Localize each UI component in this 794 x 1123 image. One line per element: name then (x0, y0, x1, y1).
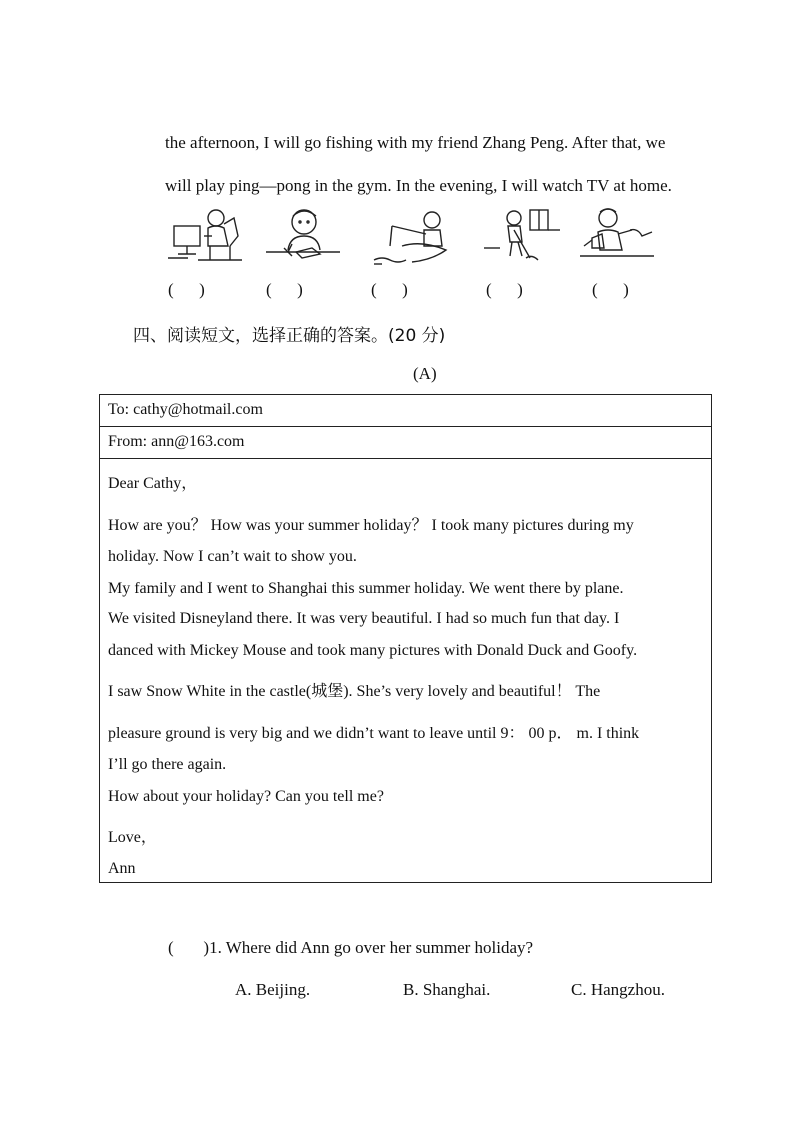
answer-blank-3[interactable]: ( ) (371, 280, 408, 299)
email-signoff: Love， (108, 829, 157, 846)
question-1: ( )1. Where did Ann go over her summer holiday? (168, 938, 534, 957)
email-body-line: How about your holiday? Can you tell me? (108, 788, 384, 805)
answer-blank-1[interactable]: ( ) (168, 280, 205, 299)
email-body-line: danced with Mickey Mouse and took many pictures with Donald Duck and Goofy. (108, 642, 638, 659)
email-to-row (100, 395, 711, 427)
option-b[interactable]: B. Shanghai. (403, 980, 491, 999)
computer-picture-icon (168, 206, 248, 268)
option-c[interactable]: C. Hangzhou. (571, 980, 665, 999)
email-body-line: We visited Disneyland there. It was very beautiful. I had so much fun that day. I (108, 610, 620, 627)
passage-line-2: will play ping—pong in the gym. In the evening, I will watch TV at home. (165, 176, 672, 195)
email-body-line: I saw Snow White in the castle(城堡). She’s very lovely and beautiful！ The (108, 683, 601, 700)
email-body-line: holiday. Now I can’t wait to show you. (108, 548, 357, 565)
passage-line-1: the afternoon, I will go fishing with my friend Zhang Peng. After that, we (165, 133, 666, 152)
sweeping-picture-icon (484, 206, 564, 268)
email-greeting: Dear Cathy， (108, 475, 198, 492)
email-body-line: I’ll go there again. (108, 756, 227, 773)
email-body-line: pleasure ground is very big and we didn’t want to leave until 9： 00 p． m. I think (108, 725, 640, 742)
answer-blank-4[interactable]: ( ) (486, 280, 523, 299)
section-title: 四、阅读短文，选择正确的答案。(20 分) (133, 326, 446, 346)
email-body-line: How are you？ How was your summer holiday？ I took many pictures during my (108, 517, 634, 534)
email-body-line: My family and I went to Shanghai this summer holiday. We went there by plane. (108, 580, 624, 597)
answer-blank-2[interactable]: ( ) (266, 280, 303, 299)
email-to: To: cathy@hotmail.com (108, 401, 263, 418)
email-from-row (100, 427, 711, 459)
fishing-picture-icon (372, 206, 452, 268)
option-a[interactable]: A. Beijing. (235, 980, 311, 999)
answer-blank-5[interactable]: ( ) (592, 280, 629, 299)
watering-picture-icon (578, 206, 658, 268)
email-from: From: ann@163.com (108, 433, 245, 450)
email-box (99, 394, 712, 883)
writing-picture-icon (262, 206, 342, 268)
email-signature: Ann (108, 860, 136, 877)
part-label: (A) (413, 364, 437, 383)
